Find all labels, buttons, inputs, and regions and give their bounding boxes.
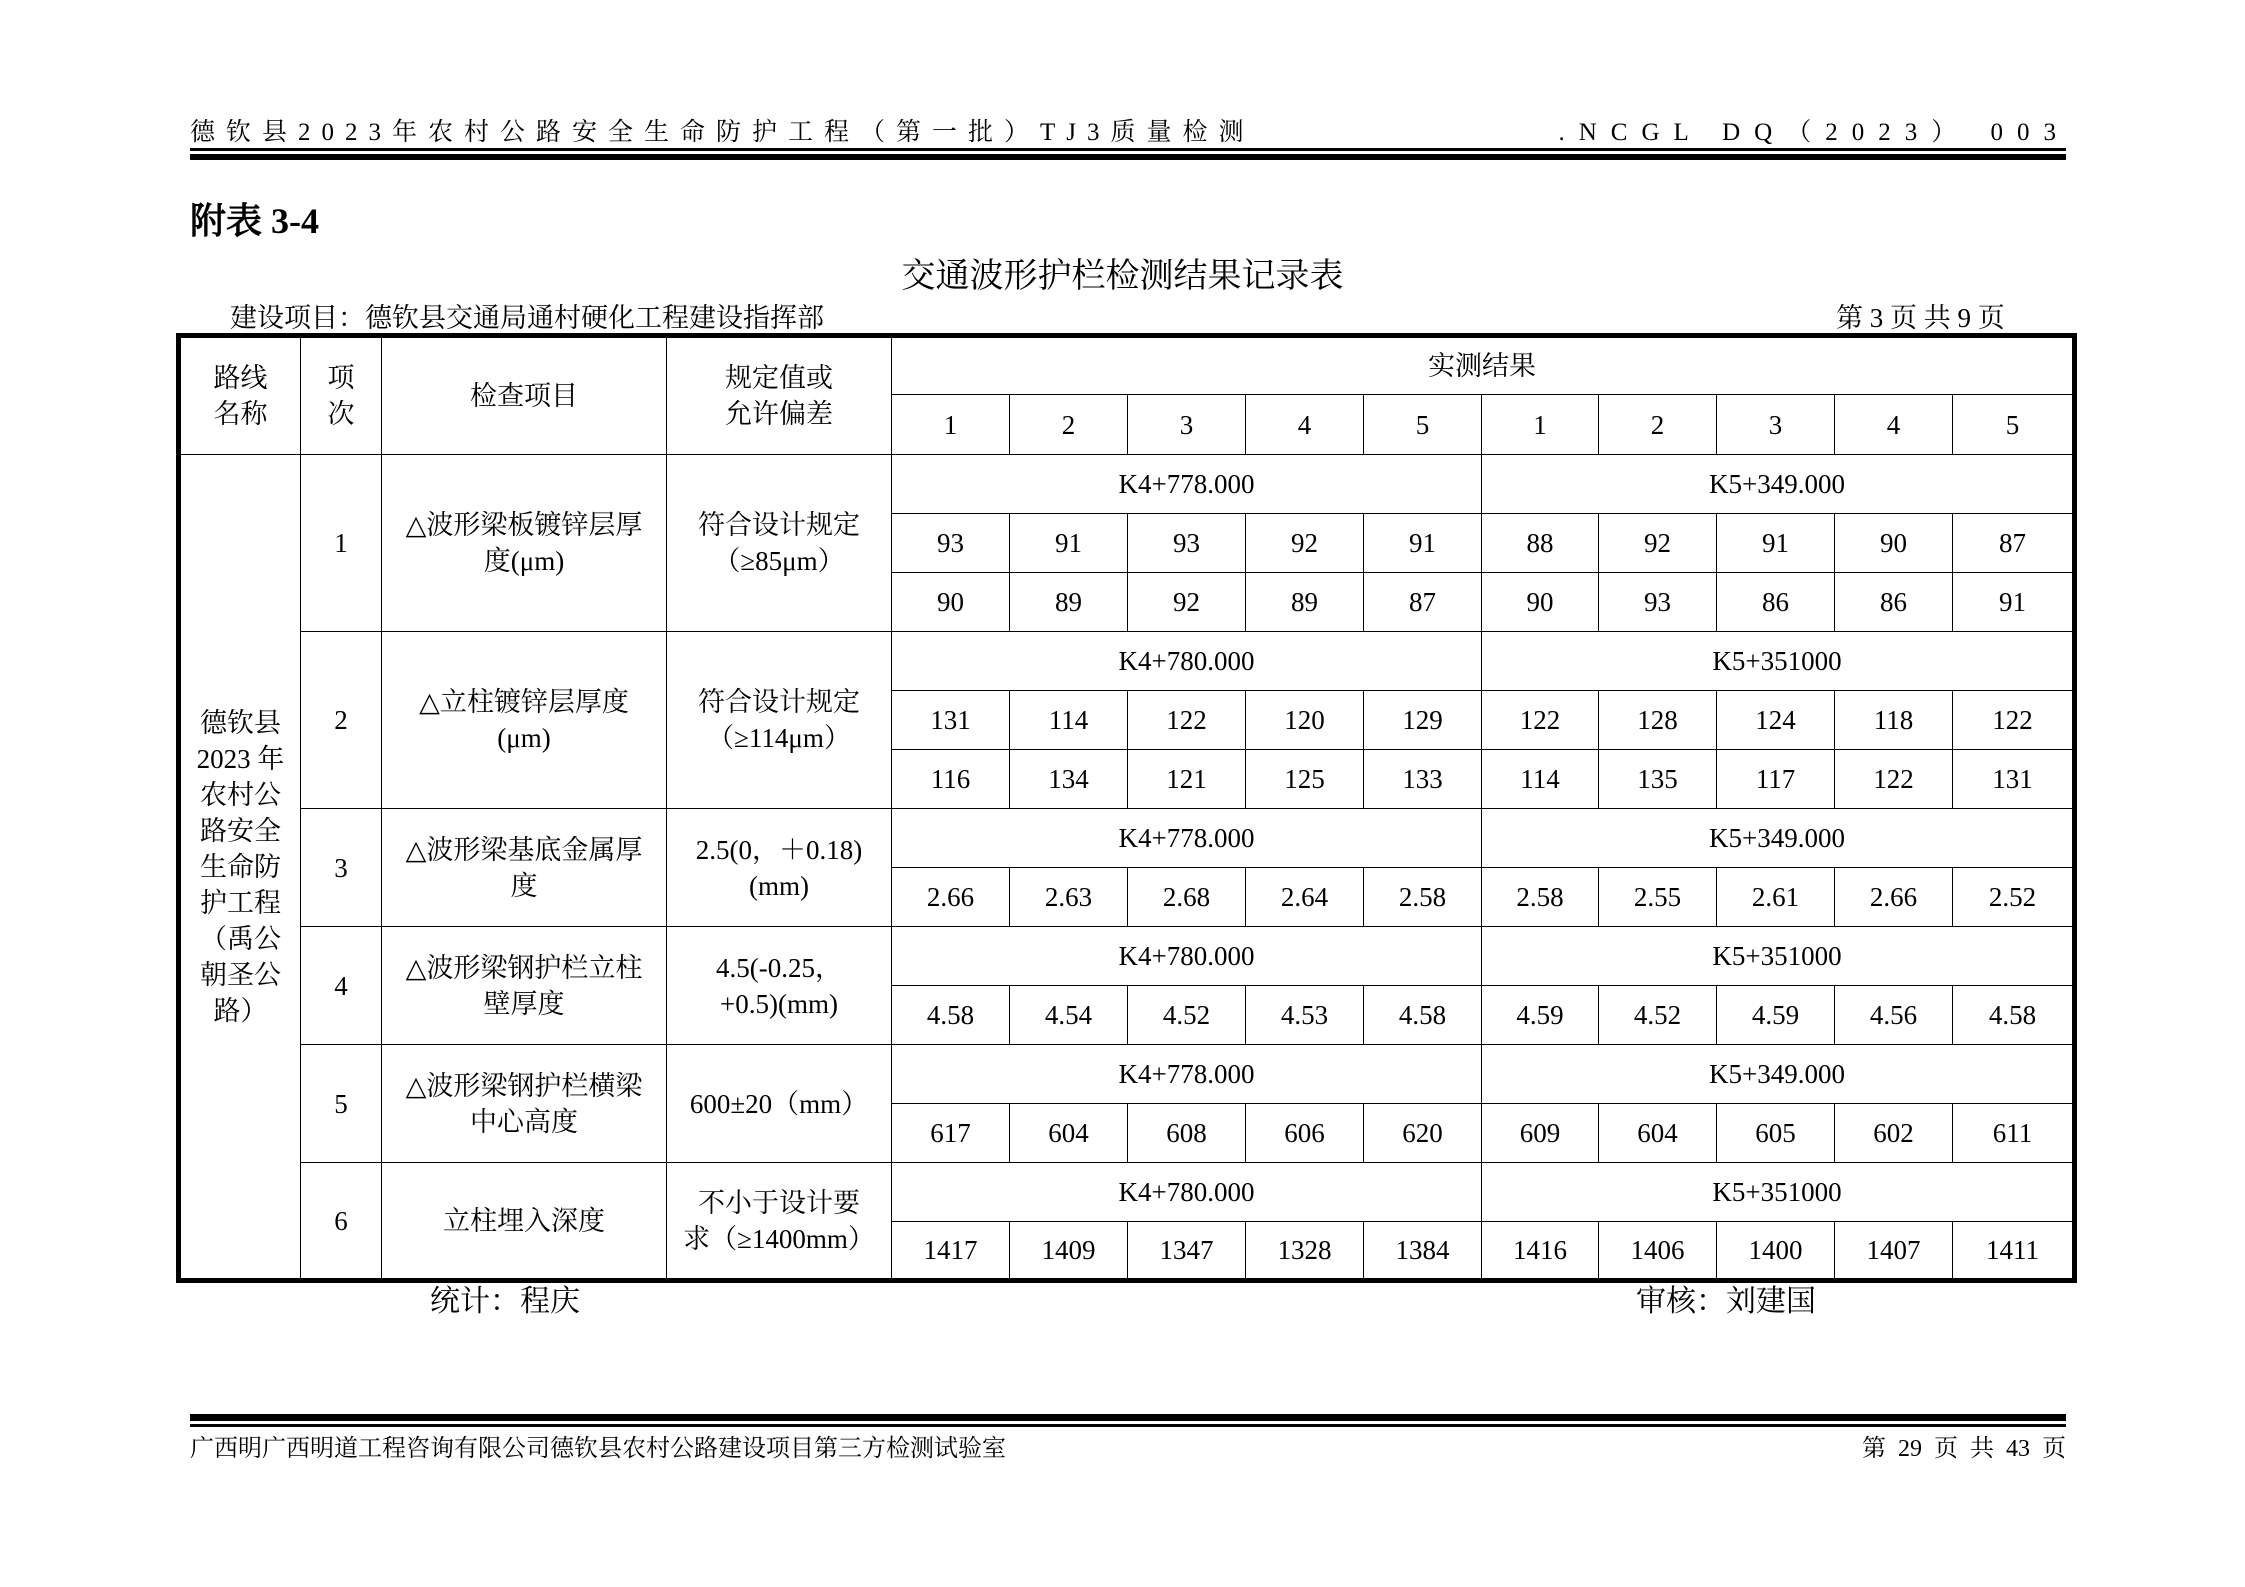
measurement-cell: 120 — [1246, 691, 1364, 750]
station-left-cell: K4+780.000 — [892, 1163, 1482, 1222]
measurement-cell: 92 — [1599, 514, 1717, 573]
measurement-cell: 133 — [1364, 750, 1482, 809]
measurement-cell: 606 — [1246, 1104, 1364, 1163]
measurement-cell: 91 — [1364, 514, 1482, 573]
item-number-cell: 6 — [301, 1163, 382, 1281]
measurement-cell: 2.64 — [1246, 868, 1364, 927]
measurement-cell: 4.58 — [892, 986, 1010, 1045]
measurement-cell: 605 — [1717, 1104, 1835, 1163]
measurement-cell: 4.59 — [1717, 986, 1835, 1045]
measurement-cell: 4.58 — [1364, 986, 1482, 1045]
header-point-number: 2 — [1010, 395, 1128, 455]
station-row — [179, 632, 2075, 691]
measurement-cell: 2.55 — [1599, 868, 1717, 927]
measurement-cell: 90 — [1835, 514, 1953, 573]
spec-cell: 2.5(0，＋0.18) (mm) — [667, 809, 892, 927]
header-route-name: 路线 名称 — [179, 336, 301, 455]
check-item-cell: △立柱镀锌层厚度(μm) — [382, 632, 667, 809]
measurement-cell: 4.52 — [1128, 986, 1246, 1045]
station-row — [179, 809, 2075, 868]
item-number-cell: 2 — [301, 632, 382, 809]
footer-page-number: 第 29 页 共 43 页 — [1862, 1436, 2066, 1462]
measurement-cell: 93 — [1599, 573, 1717, 632]
measurement-cell: 4.52 — [1599, 986, 1717, 1045]
check-item-cell: △波形梁钢护栏立柱壁厚度 — [382, 927, 667, 1045]
document-header — [190, 112, 2070, 146]
measurement-cell: 87 — [1953, 514, 2075, 573]
measurement-cell: 90 — [1482, 573, 1599, 632]
measurement-cell: 1347 — [1128, 1222, 1246, 1281]
measurement-cell: 2.63 — [1010, 868, 1128, 927]
measurement-cell: 2.58 — [1364, 868, 1482, 927]
station-right-cell: K5+349.000 — [1482, 455, 2075, 514]
item-number-cell: 1 — [301, 455, 382, 632]
header-point-number: 4 — [1835, 395, 1953, 455]
measurement-cell: 609 — [1482, 1104, 1599, 1163]
statistics-signature: 统计：程庆 — [430, 1284, 580, 1319]
measurement-cell: 2.66 — [1835, 868, 1953, 927]
station-row — [179, 455, 2075, 514]
measurement-cell: 1406 — [1599, 1222, 1717, 1281]
item-number-cell: 4 — [301, 927, 382, 1045]
station-right-cell: K5+349.000 — [1482, 1045, 2075, 1104]
station-row — [179, 1163, 2075, 1222]
measurement-cell: 2.68 — [1128, 868, 1246, 927]
station-right-cell: K5+349.000 — [1482, 809, 2075, 868]
footer-rule-thick — [190, 1414, 2066, 1421]
measurement-cell: 121 — [1128, 750, 1246, 809]
header-point-number: 1 — [892, 395, 1010, 455]
header-point-number: 4 — [1246, 395, 1364, 455]
measurement-cell: 4.53 — [1246, 986, 1364, 1045]
measurement-cell: 122 — [1128, 691, 1246, 750]
station-right-cell: K5+351000 — [1482, 1163, 2075, 1222]
measurement-cell: 4.54 — [1010, 986, 1128, 1045]
check-item-cell: △波形梁板镀锌层厚度(μm) — [382, 455, 667, 632]
measurement-cell: 1400 — [1717, 1222, 1835, 1281]
measurement-cell: 135 — [1599, 750, 1717, 809]
measurement-cell: 88 — [1482, 514, 1599, 573]
station-row — [179, 1045, 2075, 1104]
station-right-cell: K5+351000 — [1482, 927, 2075, 986]
header-point-number: 5 — [1953, 395, 2075, 455]
measurement-cell: 620 — [1364, 1104, 1482, 1163]
station-left-cell: K4+780.000 — [892, 632, 1482, 691]
station-left-cell: K4+778.000 — [892, 1045, 1482, 1104]
measurement-cell: 89 — [1246, 573, 1364, 632]
station-right-cell: K5+351000 — [1482, 632, 2075, 691]
footer-organization: 广西明广西明道工程咨询有限公司德钦县农村公路建设项目第三方检测试验室 — [190, 1436, 1006, 1462]
spec-cell: 600±20（mm） — [667, 1045, 892, 1163]
measurement-cell: 114 — [1482, 750, 1599, 809]
table-page-info: 第 3 页 共 9 页 — [1836, 303, 2005, 333]
route-name-cell: 德钦县 2023 年 农村公 路安全 生命防 护工程 （禹公 朝圣公 路） — [179, 455, 301, 1281]
inspection-record-table — [176, 333, 2077, 1283]
measurement-cell: 617 — [892, 1104, 1010, 1163]
measurement-cell: 86 — [1717, 573, 1835, 632]
header-point-number: 1 — [1482, 395, 1599, 455]
station-left-cell: K4+780.000 — [892, 927, 1482, 986]
measurement-cell: 2.61 — [1717, 868, 1835, 927]
measurement-cell: 1416 — [1482, 1222, 1599, 1281]
measurement-cell: 602 — [1835, 1104, 1953, 1163]
header-rule-thick — [190, 154, 2066, 160]
spec-cell: 不小于设计要 求（≥1400mm） — [667, 1163, 892, 1281]
measurement-cell: 89 — [1010, 573, 1128, 632]
measurement-cell: 1407 — [1835, 1222, 1953, 1281]
measurement-cell: 4.59 — [1482, 986, 1599, 1045]
measurement-cell: 122 — [1482, 691, 1599, 750]
measurement-cell: 4.58 — [1953, 986, 2075, 1045]
measurement-cell: 604 — [1010, 1104, 1128, 1163]
measurement-cell: 116 — [892, 750, 1010, 809]
item-number-cell: 5 — [301, 1045, 382, 1163]
header-point-number: 5 — [1364, 395, 1482, 455]
measurement-cell: 118 — [1835, 691, 1953, 750]
measurement-cell: 93 — [892, 514, 1010, 573]
header-point-number: 2 — [1599, 395, 1717, 455]
measurement-cell: 1411 — [1953, 1222, 2075, 1281]
header-check-item: 检查项目 — [382, 336, 667, 455]
measurement-cell: 87 — [1364, 573, 1482, 632]
measurement-cell: 1384 — [1364, 1222, 1482, 1281]
measurement-cell: 91 — [1717, 514, 1835, 573]
measurement-cell: 2.52 — [1953, 868, 2075, 927]
header-row — [179, 336, 2075, 395]
measurement-cell: 92 — [1128, 573, 1246, 632]
measurement-cell: 611 — [1953, 1104, 2075, 1163]
measurement-cell: 134 — [1010, 750, 1128, 809]
measurement-cell: 608 — [1128, 1104, 1246, 1163]
measurement-cell: 114 — [1010, 691, 1128, 750]
station-left-cell: K4+778.000 — [892, 455, 1482, 514]
measurement-cell: 122 — [1835, 750, 1953, 809]
header-point-number: 3 — [1717, 395, 1835, 455]
measurement-cell: 92 — [1246, 514, 1364, 573]
header-rule-thin — [190, 148, 2066, 151]
measurement-cell: 91 — [1010, 514, 1128, 573]
measurement-cell: 131 — [1953, 750, 2075, 809]
item-number-cell: 3 — [301, 809, 382, 927]
header-item-no: 项 次 — [301, 336, 382, 455]
check-item-cell: 立柱埋入深度 — [382, 1163, 667, 1281]
measurement-cell: 2.58 — [1482, 868, 1599, 927]
measurement-cell: 2.66 — [892, 868, 1010, 927]
measurement-cell: 128 — [1599, 691, 1717, 750]
measurement-cell: 4.56 — [1835, 986, 1953, 1045]
table-title: 交通波形护栏检测结果记录表 — [901, 258, 1344, 295]
header-spec: 规定值或 允许偏差 — [667, 336, 892, 455]
measurement-cell: 1409 — [1010, 1222, 1128, 1281]
measurement-cell: 125 — [1246, 750, 1364, 809]
measurement-cell: 91 — [1953, 573, 2075, 632]
header-title: 德钦县2023年农村公路安全生命防护工程（第一批）TJ3质量检测 — [190, 119, 1255, 146]
spec-cell: 符合设计规定 （≥85μm） — [667, 455, 892, 632]
measurement-cell: 90 — [892, 573, 1010, 632]
measurement-cell: 86 — [1835, 573, 1953, 632]
footer-rule-thin — [190, 1424, 2066, 1427]
project-line: 建设项目：德钦县交通局通村硬化工程建设指挥部 — [230, 303, 824, 333]
spec-cell: 符合设计规定 （≥114μm） — [667, 632, 892, 809]
header-measured: 实测结果 — [892, 336, 2075, 395]
measurement-cell: 117 — [1717, 750, 1835, 809]
appendix-label: 附表 3-4 — [190, 201, 319, 241]
header-doc-code: .NCGL DQ（2023） 003 — [1558, 119, 2070, 146]
measurement-cell: 1328 — [1246, 1222, 1364, 1281]
measurement-cell: 93 — [1128, 514, 1246, 573]
measurement-cell: 131 — [892, 691, 1010, 750]
measurement-cell: 124 — [1717, 691, 1835, 750]
check-item-cell: △波形梁基底金属厚度 — [382, 809, 667, 927]
measurement-cell: 122 — [1953, 691, 2075, 750]
station-left-cell: K4+778.000 — [892, 809, 1482, 868]
measurement-cell: 604 — [1599, 1104, 1717, 1163]
spec-cell: 4.5(-0.25， +0.5)(mm) — [667, 927, 892, 1045]
measurement-cell: 129 — [1364, 691, 1482, 750]
check-item-cell: △波形梁钢护栏横梁中心高度 — [382, 1045, 667, 1163]
station-row — [179, 927, 2075, 986]
header-point-number: 3 — [1128, 395, 1246, 455]
measurement-cell: 1417 — [892, 1222, 1010, 1281]
review-signature: 审核：刘建国 — [1636, 1284, 1816, 1319]
